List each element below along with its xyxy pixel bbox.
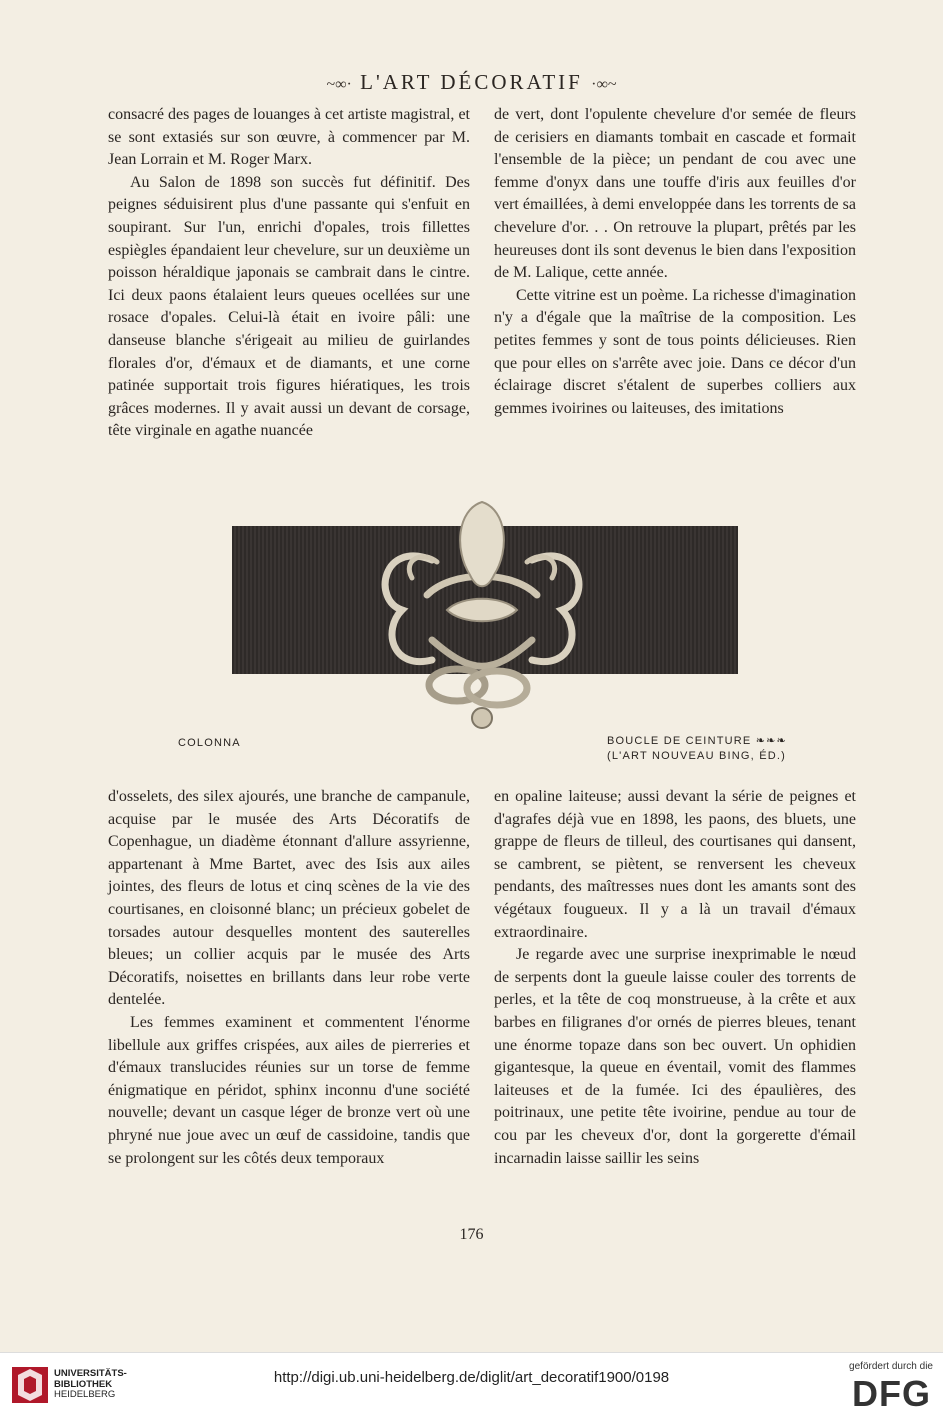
belt-buckle-image [232,500,738,730]
page-number: 176 [459,1226,484,1243]
dfg-logo: DFG [852,1373,931,1414]
header-ornament-right: ·∞~ [591,76,617,93]
figure-caption-title [607,734,787,764]
paragraph: Je regarde avec une surprise inexprimable le nœud de serpents dont la gueule laisse couler des torrents de perles, et la tête de coq monstrueuse, à la crête et aux barbes en filigranes d'or ornés de pierres bleues, tenant une énorme topaze dans son bec ouvert. Un ophidien gigantesque, la queue en éventail, vomit des flammes laiteuses et de la fumée. Ici des épaulières, des poitrinaux, une petite tête ivoirine, pendue au tour de cou par les cheveux d'or, dont la gorgerette d'émail incarnadin laisse saillir les seins [494,946,856,1167]
running-header [0,70,943,95]
paragraph: d'osselets, des silex ajourés, une branche de campanule, acquise par le musée des Arts Décoratifs de Copenhague, un diadème étonnant d'allure assyrienne, appartenant à Mme Bartet, avec des Isis aux ailes jointes, des fleurs de lotus et cinq scènes de la vie des courtisanes, en cloisonné blanc; un précieux gobelet de torsades autour desquelles montent des sauterelles bleues; un collier acquis par le musée des Arts Décoratifs, noisettes en brillants dans leur robe verte dentelée. [108,788,470,1009]
permalink-url[interactable]: http://digi.ub.uni-heidelberg.de/diglit/art_decoratif1900/0198 [273,1369,670,1386]
column-right-top [494,104,856,420]
funding-note: gefördert durch die [849,1361,933,1372]
paragraph: en opaline laiteuse; aussi devant la série de peignes et d'agrafes déjà vue en 1898, les paons, des bluets, une grappe de fleurs de tilleul, des courtisanes qui dansent, se cambrent, se piètent, se renversent les cheveux pendants, des maîtresses nues dont les amants sont des végétaux fougueux. Il y a là un travail d'émaux extraordinaire. [494,788,856,941]
paragraph: Cette vitrine est un poème. La richesse d'imagination n'y a d'égale que la maîtrise de la composition. Les petites femmes y sont de tous points délicieuses. Rien que pour elles on s'arrête avec joie. Dans ce décor d'un éclairage discret s'étalent de superbes colliers aux gemmes ivoirines ou laiteuses, des imitations [494,286,856,417]
caption-line: BOUCLE DE CEINTURE ❧❧❧ [607,735,787,747]
paragraph: Au Salon de 1898 son succès fut définitif. Des peignes séduisirent plus d'une passante qui s'enfuit en soupirant. Sur l'un, enrichi d'opales, trois fillettes espiègles épandaient leur chevelure, sur un deuxième un poisson héraldique japonais se cambrait dans le cintre. Ici deux paons étalaient leurs queues ocellées sur une rosace d'opales. Celui-là était en ivoire pâli: une danseuse blanche s'érigeait au milieu de guirlandes florales d'or, d'émaux et de diamants, et une corne patinée supportait trois figures hiératiques, les trois grâces modernes. Il y avait aussi un devant de corsage, tête virginale en agathe nuancée [108,173,470,440]
column-left-top [108,104,470,443]
digitization-footer [0,1352,943,1420]
column-left-bottom [108,786,470,1170]
paragraph: de vert, dont l'opulente chevelure d'or semée de fleurs de cerisiers en diamants tombait en cascade et formait l'ensemble de la pièce; un pendant de cou avec une femme d'onyx dans une touffe d'iris aux feuilles d'or vert émaillées, à demi enveloppée dans les torrents de sa chevelure d'or. . . On retrouve la plupart, prêtés par les heureuses dont ils sont devenus le bien dans l'exposition de M. Lalique, cette année. [494,106,856,282]
buckle-pendant [472,708,492,728]
header-ornament-left: ~∞· [326,76,352,93]
library-name-line: HEIDELBERG [54,1389,116,1400]
library-name-line: BIBLIOTHEK [54,1378,113,1390]
header-title: L'ART DÉCORATIF [360,70,583,94]
caption-line: (L'ART NOUVEAU BING, ÉD.) [607,750,786,762]
library-name-line: UNIVERSITÄTS- [54,1368,127,1379]
figure-caption-artist: COLONNA [178,737,241,749]
column-right-bottom [494,786,856,1170]
paragraph: consacré des pages de louanges à cet artiste magistral, et se sont extasiés sur son œuvre, à commencer par M. Jean Lorrain et M. Roger Marx. [108,106,470,169]
buckle-petals [447,599,517,622]
paragraph: Les femmes examinent et commentent l'énorme libellule aux griffes crispées, aux ailes de pierreries et d'émaux translucides réunies sur un torse de femme énigmatique en péridot, sphinx inconnu d'une société nouvelle; devant un casque léger de bronze vert où une phryné nue joue avec un œuf de cassidoine, tandis que se prolongent sur les côtés deux temporaux [108,1013,470,1167]
belt-buckle-illustration [232,500,738,670]
